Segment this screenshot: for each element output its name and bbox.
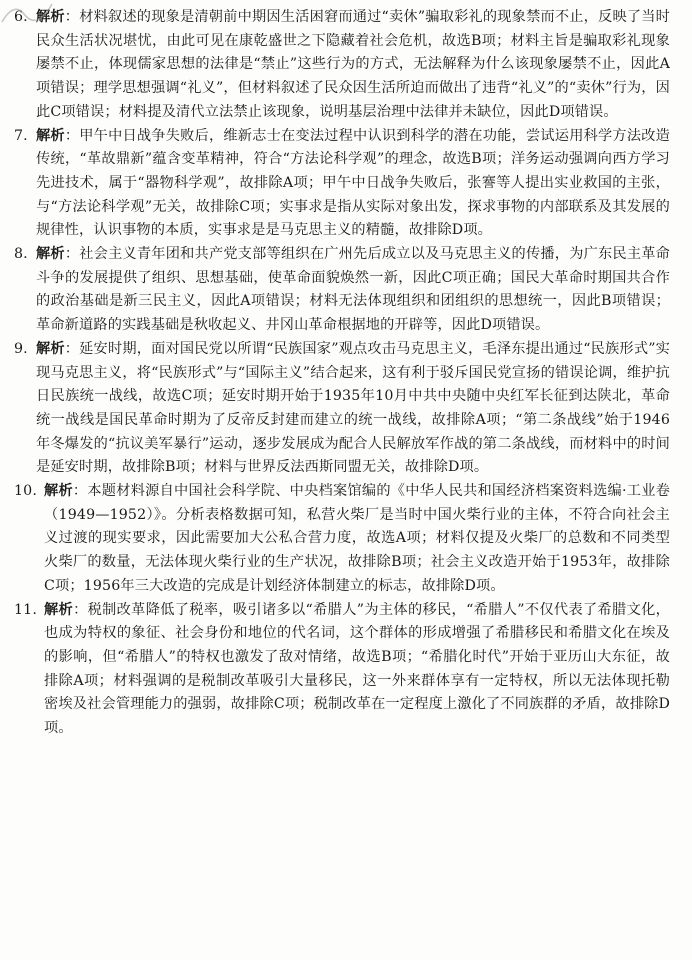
item-body — [36, 338, 670, 480]
analysis-text: 延安时期，面对国民党以所谓“民族国家”观点攻击马克思主义，毛泽东提出通过“民族形式”实现马克思主义，将“民族形式”与“国际主义”结合起来，这有利于驳斥国民党宣扬的错误论调，维护抗日民族统一战线，故选C项；延安时期开始于1935年10月中共中央随中央红军长征到达陕北，革命统一战线是国民革命时期为了反帝反封建而建立的统一战线，故排除A项；“第二条战线”始于1946年冬爆发的“抗议美军暴行”运动，逐步发展成为配合人民解放军作战的第二条战线，而材料中的时间是延安时期，故排除B项；材料与世界反法西斯同盟无关，故排除D项。 — [36, 340, 670, 476]
item-number: 6. — [14, 9, 28, 25]
item-number: 8. — [14, 246, 28, 263]
answer-item-8 — [14, 243, 670, 338]
item-number: 7. — [14, 127, 28, 144]
analysis-label: 解析 — [44, 601, 74, 618]
answer-item-9 — [14, 338, 670, 480]
answer-item-10 — [14, 480, 670, 599]
analysis-text: 税制改革降低了税率，吸引诸多以“希腊人”为主体的移民，“希腊人”不仅代表了希腊文化，也成为特权的象征、社会身份和地位的代名词，这个群体的形成增强了希腊移民和希腊文化在埃及的影响，但“希腊人”的特权也激发了敌对情绪，故选B项；“希腊化时代”开始于亚历山大东征，故排除A项；材料强调的是税制改革吸引大量移民，这一外来群体享有一定特权，所以无法体现托勒密埃及社会管理能力的强弱，故排除C项；税制改革在一定程度上激化了不同族群的矛盾，故排除D项。 — [44, 601, 670, 737]
analysis-label: 解析 — [36, 246, 65, 263]
item-number: 11. — [14, 601, 38, 618]
label-colon: ： — [64, 9, 80, 25]
analysis-label: 解析 — [44, 483, 73, 500]
analysis-label: 解析 — [36, 340, 65, 357]
item-number: 10. — [14, 483, 38, 500]
analysis-text: 材料叙述的现象是清朝前中期因生活困窘而通过“卖休”骗取彩礼的现象禁而不止，反映了当时民众生活状况堪忧，由此可见在康乾盛世之下隐藏着社会危机，故选B项；材料主旨是骗取彩礼现象屡禁不止，体现儒家思想的法律是“禁止”这些行为的方式，无法解释为什么该现象屡禁不止，因此A项错误；理学思想强调“礼义”，但材料叙述了民众因生活所迫而做出了违背“礼义”的“卖休”行为，因此C项错误；材料提及清代立法禁止该现象，说明基层治理中法律并未缺位，因此D项错误。 — [36, 9, 670, 120]
answer-item-6 — [14, 6, 670, 125]
item-body — [36, 6, 670, 125]
label-colon: ： — [64, 246, 80, 263]
item-number: 9. — [14, 340, 28, 357]
item-body — [36, 243, 670, 338]
analysis-text: 甲午中日战争失败后，维新志士在变法过程中认识到科学的潜在功能，尝试运用科学方法改造传统，“革故鼎新”蕴含变革精神，符合“方法论科学观”的理念，故选B项；洋务运动强调向西方学习先进技术，属于“器物科学观”，故排除A项；甲午中日战争失败后，张謇等人提出实业救国的主张，与“方法论科学观”无关，故排除C项；实事求是指从实际对象出发，探求事物的内部联系及其发展的规律性，认识事物的本质，实事求是是马克思主义的精髓，故排除D项。 — [36, 127, 670, 239]
item-body — [44, 480, 670, 599]
analysis-text: 本题材料源自中国社会科学院、中央档案馆编的《中华人民共和国经济档案资料选编·工业卷（1949—1952）》。分析表格数据可知，私营火柴厂是当时中国火柴行业的主体，不符合向社会主义过渡的现实要求，因此需要加大公私合营力度，故选A项；材料仅提及火柴厂的总数和不同类型火柴厂的数量，无法体现火柴行业的生产状况，故排除B项；社会主义改造开始于1953年，故排除C项；1956年三大改造的完成是计划经济体制建立的标志，故排除D项。 — [44, 483, 670, 594]
answer-item-11 — [14, 599, 670, 741]
analysis-text: 社会主义青年团和共产党支部等组织在广州先后成立以及马克思主义的传播，为广东民主革命斗争的发展提供了组织、思想基础，使革命面貌焕然一新，因此C项正确；国民大革命时期国共合作的政治基础是新三民主义，因此A项错误；材料无法体现组织和团组织的思想统一，因此B项错误；革命新道路的实践基础是秋收起义、井冈山革命根据地的开辟等，因此D项错误。 — [36, 246, 670, 334]
label-colon: ： — [73, 601, 88, 618]
item-body — [44, 599, 670, 741]
label-colon: ： — [72, 483, 88, 500]
label-colon: ： — [64, 127, 80, 144]
item-body — [36, 125, 670, 244]
analysis-label: 解析 — [36, 127, 65, 144]
analysis-label: 解析 — [36, 9, 65, 25]
answer-item-7 — [14, 125, 670, 244]
label-colon: ： — [64, 340, 80, 357]
